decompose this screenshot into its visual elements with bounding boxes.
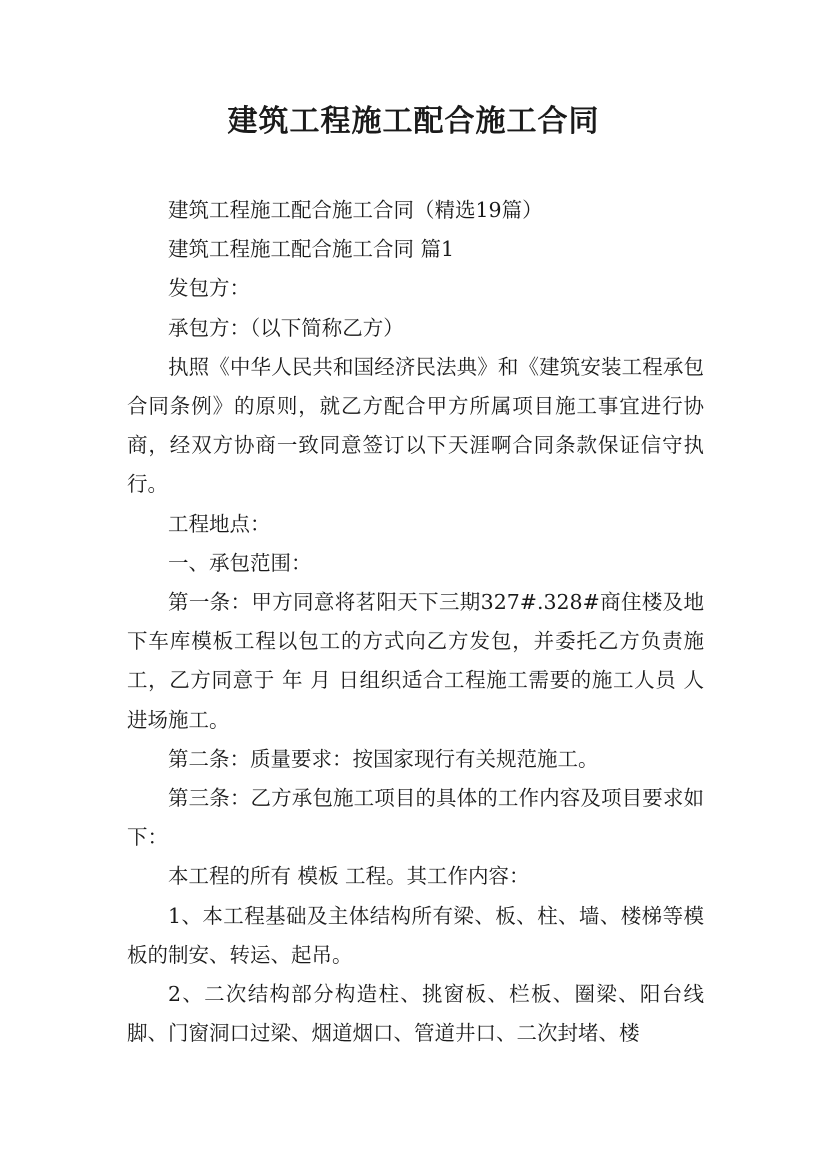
paragraph-article-1: 第一条：甲方同意将茗阳天下三期327#.328#商住楼及地下车库模板工程以包工的方式向乙方发包，并委托乙方负责施工，乙方同意于 年 月 日组织适合工程施工需要的施工人员 人进场施工。 [127, 590, 704, 732]
paragraph-location: 工程地点： [168, 511, 271, 536]
paragraph-part-heading: 建筑工程施工配合施工合同 篇1 [168, 237, 455, 262]
paragraph-item-1: 1、本工程基础及主体结构所有梁、板、柱、墙、楼梯等模板的制安、转运、起吊。 [127, 903, 704, 967]
document-title: 建筑工程施工配合施工合同 [227, 104, 600, 139]
paragraph-heading-selected: 建筑工程施工配合施工合同（精选19篇） [168, 198, 543, 222]
paragraph-employer: 发包方： [168, 276, 250, 301]
paragraph-article-2: 第二条：质量要求：按国家现行有关规范施工。 [168, 746, 599, 771]
paragraph-preamble: 执照《中华人民共和国经济民法典》和《建筑安装工程承包合同条例》的原则，就乙方配合甲方所属项目施工事宜进行协商，经双方协商一致同意签订以下天涯啊合同条款保证信守执行。 [127, 354, 704, 497]
paragraph-article-3: 第三条：乙方承包施工项目的具体的工作内容及项目要求如下： [127, 786, 704, 850]
paragraph-work-content: 本工程的所有 模板 工程。其工作内容： [168, 864, 530, 889]
paragraph-contractor: 承包方：（以下简称乙方） [168, 315, 404, 340]
paragraph-scope-heading: 一、承包范围： [168, 550, 312, 575]
document-body [127, 191, 704, 1053]
paragraph-item-2: 2、二次结构部分构造柱、挑窗板、栏板、圈梁、阳台线脚、门窗洞口过梁、烟道烟口、管道井口、二次封堵、楼 [127, 982, 704, 1046]
